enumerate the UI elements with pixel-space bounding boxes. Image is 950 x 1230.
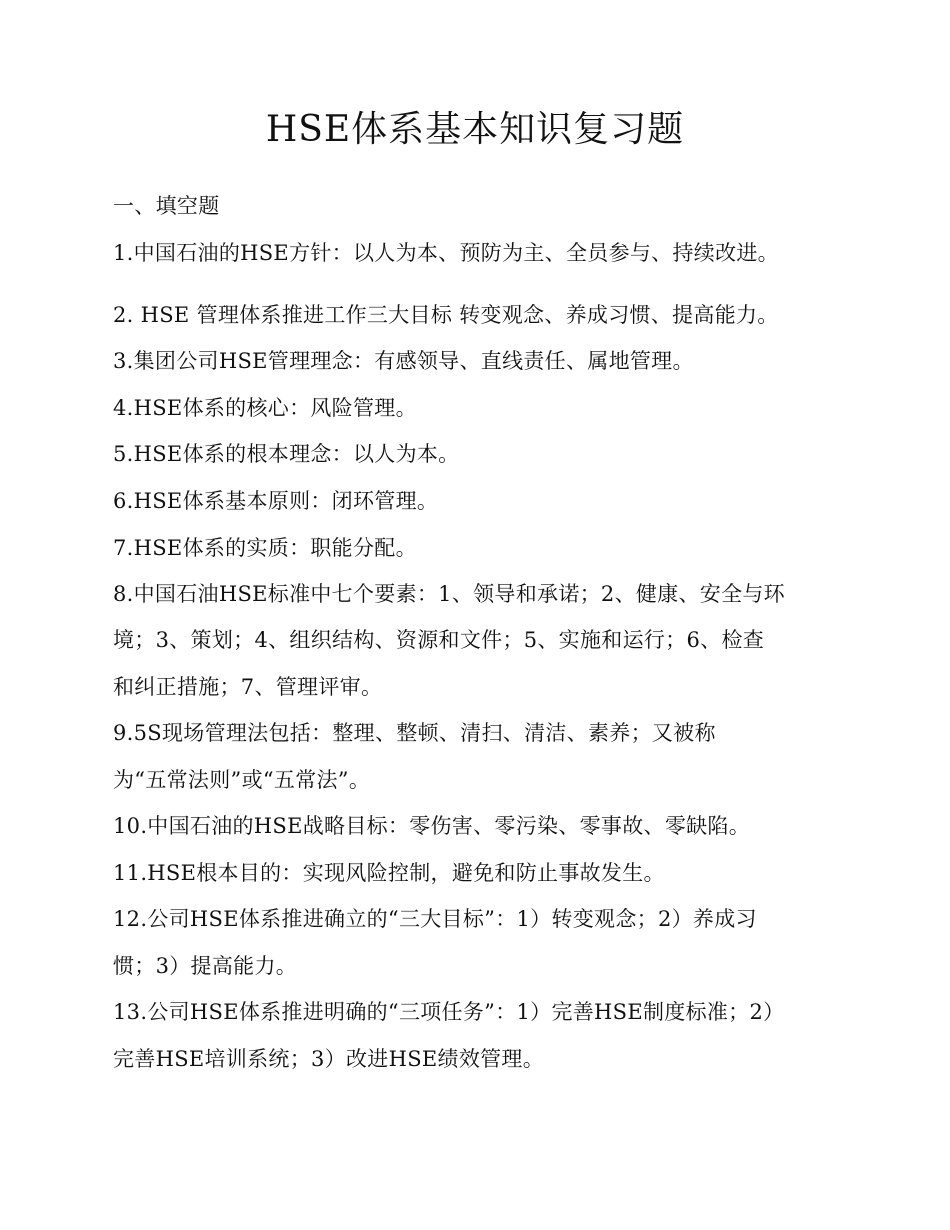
text-line: 完善HSE培训系统；3）改进HSE绩效管理。 (113, 1047, 545, 1071)
text-line: 11.HSE根本目的：实现风险控制，避免和防止事故发生。 (113, 861, 665, 885)
text-line: 和纠正措施；7、管理评审。 (113, 675, 383, 699)
text-line: 10.中国石油的HSE战略目标：零伤害、零污染、零事故、零缺陷。 (113, 814, 751, 838)
text-line: 境；3、策划；4、组织结构、资源和文件；5、实施和运行；6、检查 (113, 628, 765, 652)
text-line: 3.集团公司HSE管理理念：有感领导、直线责任、属地管理。 (113, 349, 694, 373)
text-line: 5.HSE体系的根本理念：以人为本。 (113, 442, 460, 466)
text-line: 1.中国石油的HSE方针：以人为本、预防为主、全员参与、持续改进。 (113, 241, 779, 265)
text-line: 13.公司HSE体系推进明确的“三项任务”：1）完善HSE制度标准；2） (113, 1000, 785, 1024)
text-line: 7.HSE体系的实质：职能分配。 (113, 536, 417, 560)
text-line: 8.中国石油HSE标准中七个要素：1、领导和承诺；2、健康、安全与环 (113, 582, 785, 606)
section-heading: 一、填空题 (113, 194, 220, 218)
document-title: HSE体系基本知识复习题 (265, 109, 685, 150)
text-line: 2. HSE 管理体系推进工作三大目标 转变观念、养成习惯、提高能力。 (113, 303, 779, 327)
text-line: 惯；3）提高能力。 (113, 954, 298, 978)
text-line: 4.HSE体系的核心：风险管理。 (113, 396, 417, 420)
text-line: 为“五常法则”或“五常法”。 (113, 768, 371, 792)
text-line: 9.5S现场管理法包括：整理、整顿、清扫、清洁、素养；又被称 (113, 721, 716, 745)
text-line: 6.HSE体系基本原则：闭环管理。 (113, 489, 439, 513)
text-line: 12.公司HSE体系推进确立的“三大目标”：1）转变观念；2）养成习 (113, 907, 757, 931)
